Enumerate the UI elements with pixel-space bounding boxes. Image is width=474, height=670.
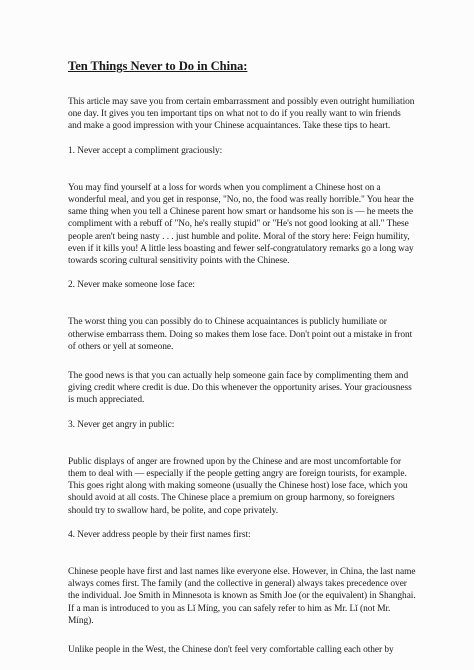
item2-heading: 2. Never make someone lose face: xyxy=(68,280,195,291)
item1-paragraph: You may find yourself at a loss for words when you compliment a Chinese host on a wonderful meal, and you get in response, "No, no, the food was really horrible." You hear the same thing when you tell a Chinese parent how smart or handsome his son is — he meets the compliment with a rebuff of "No, he's really stupid" or "He's not good looking at all." These people aren't being nasty . . . just humble and polite. Moral of the story here: Feign humility, even if it kills you! A little less boasting and fewer self-congratulatory remarks go a long way towards scoring cultural sensitivity points with the Chinese. xyxy=(68,182,414,267)
item3-paragraph: Public displays of anger are frowned upon by the Chinese and are most uncomfortable for them to deal with — especially if the people getting angry are foreign tourists, for example. This goes right along with making someone (usually the Chinese host) lose face, which you should avoid at all costs. The Chinese place a premium on group harmony, so foreigners should try to swallow hard, be polite, and cope privately. xyxy=(68,456,408,516)
item1-heading: 1. Never accept a compliment graciously: xyxy=(68,145,223,156)
item3-heading: 3. Never get angry in public: xyxy=(68,419,175,430)
item4-paragraph-2: Unlike people in the West, the Chinese don't feel very comfortable calling each other by xyxy=(68,645,394,656)
intro-paragraph: This article may save you from certain embarrassment and possibly even outright humiliation one day. It gives you ten important tips on what not to do if you really want to win friends and make a good impression with your Chinese acquaintances. Take these tips to heart. xyxy=(68,97,415,132)
item4-heading: 4. Never address people by their first names first: xyxy=(68,529,251,540)
item2-paragraph-1: The worst thing you can possibly do to Chinese acquaintances is publicly humiliate or otherwise embarrass them. Doing so makes them lose face. Don't point out a mistake in front of others or yell at someone. xyxy=(68,317,413,352)
document-title: Ten Things Never to Do in China: xyxy=(68,59,248,73)
document-body xyxy=(68,58,416,656)
item4-paragraph-1: Chinese people have first and last names like everyone else. However, in China, the last name always comes first. The family (and the collective in general) always takes precedence over the individual. Joe Smith in Minnesota is known as Smith Joe (or the equivalent) in Shanghai. If a man is introduced to you as Lǐ Míng, you can safely refer to him as Mr. Lǐ (not Mr. Míng). xyxy=(68,567,416,626)
item2-paragraph-2: The good news is that you can actually help someone gain face by complimenting them and giving credit where credit is due. Do this whenever the opportunity arises. Your graciousness is much appreciated. xyxy=(68,371,412,406)
